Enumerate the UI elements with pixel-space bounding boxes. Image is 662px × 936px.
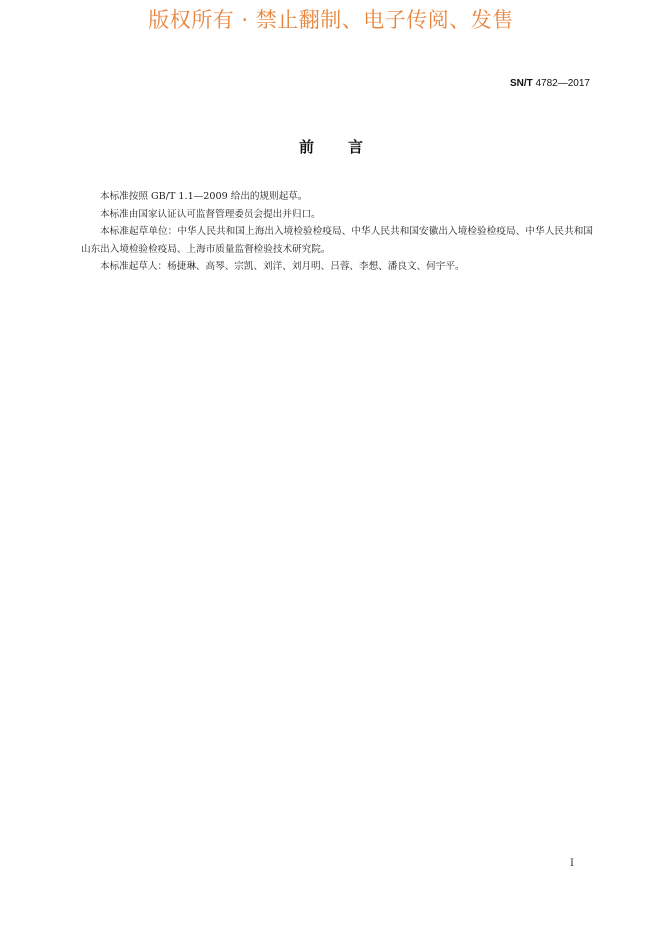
standard-code bbox=[510, 78, 590, 89]
copyright-watermark: 版权所有 · 禁止翻制、电子传阅、发售 bbox=[148, 8, 514, 32]
paragraph-proposer: 本标准由国家认证认可监督管理委员会提出并归口。 bbox=[100, 208, 321, 220]
paragraph-drafting-units: 本标准起草单位：中华人民共和国上海出入境检验检疫局、中华人民共和国安徽出入境检验检疫局、中华人民共和国山东出入境检验检疫局、上海市质量监督检验技术研究院。 bbox=[81, 226, 593, 255]
standard-number: 4782—2017 bbox=[535, 78, 590, 89]
paragraph-drafters: 本标准起草人：杨捷琳、高琴、宗凯、刘洋、刘月明、吕蓉、李想、潘良文、何宇平。 bbox=[100, 261, 465, 272]
page-title: 前言 bbox=[298, 138, 397, 156]
foreword-body bbox=[81, 188, 593, 276]
paragraph-drafting-rules: 本标准按照 GB/T 1.1—2009 给出的规则起草。 bbox=[100, 191, 308, 202]
standard-prefix: SN/T bbox=[509, 78, 533, 89]
page-number: I bbox=[570, 858, 574, 869]
